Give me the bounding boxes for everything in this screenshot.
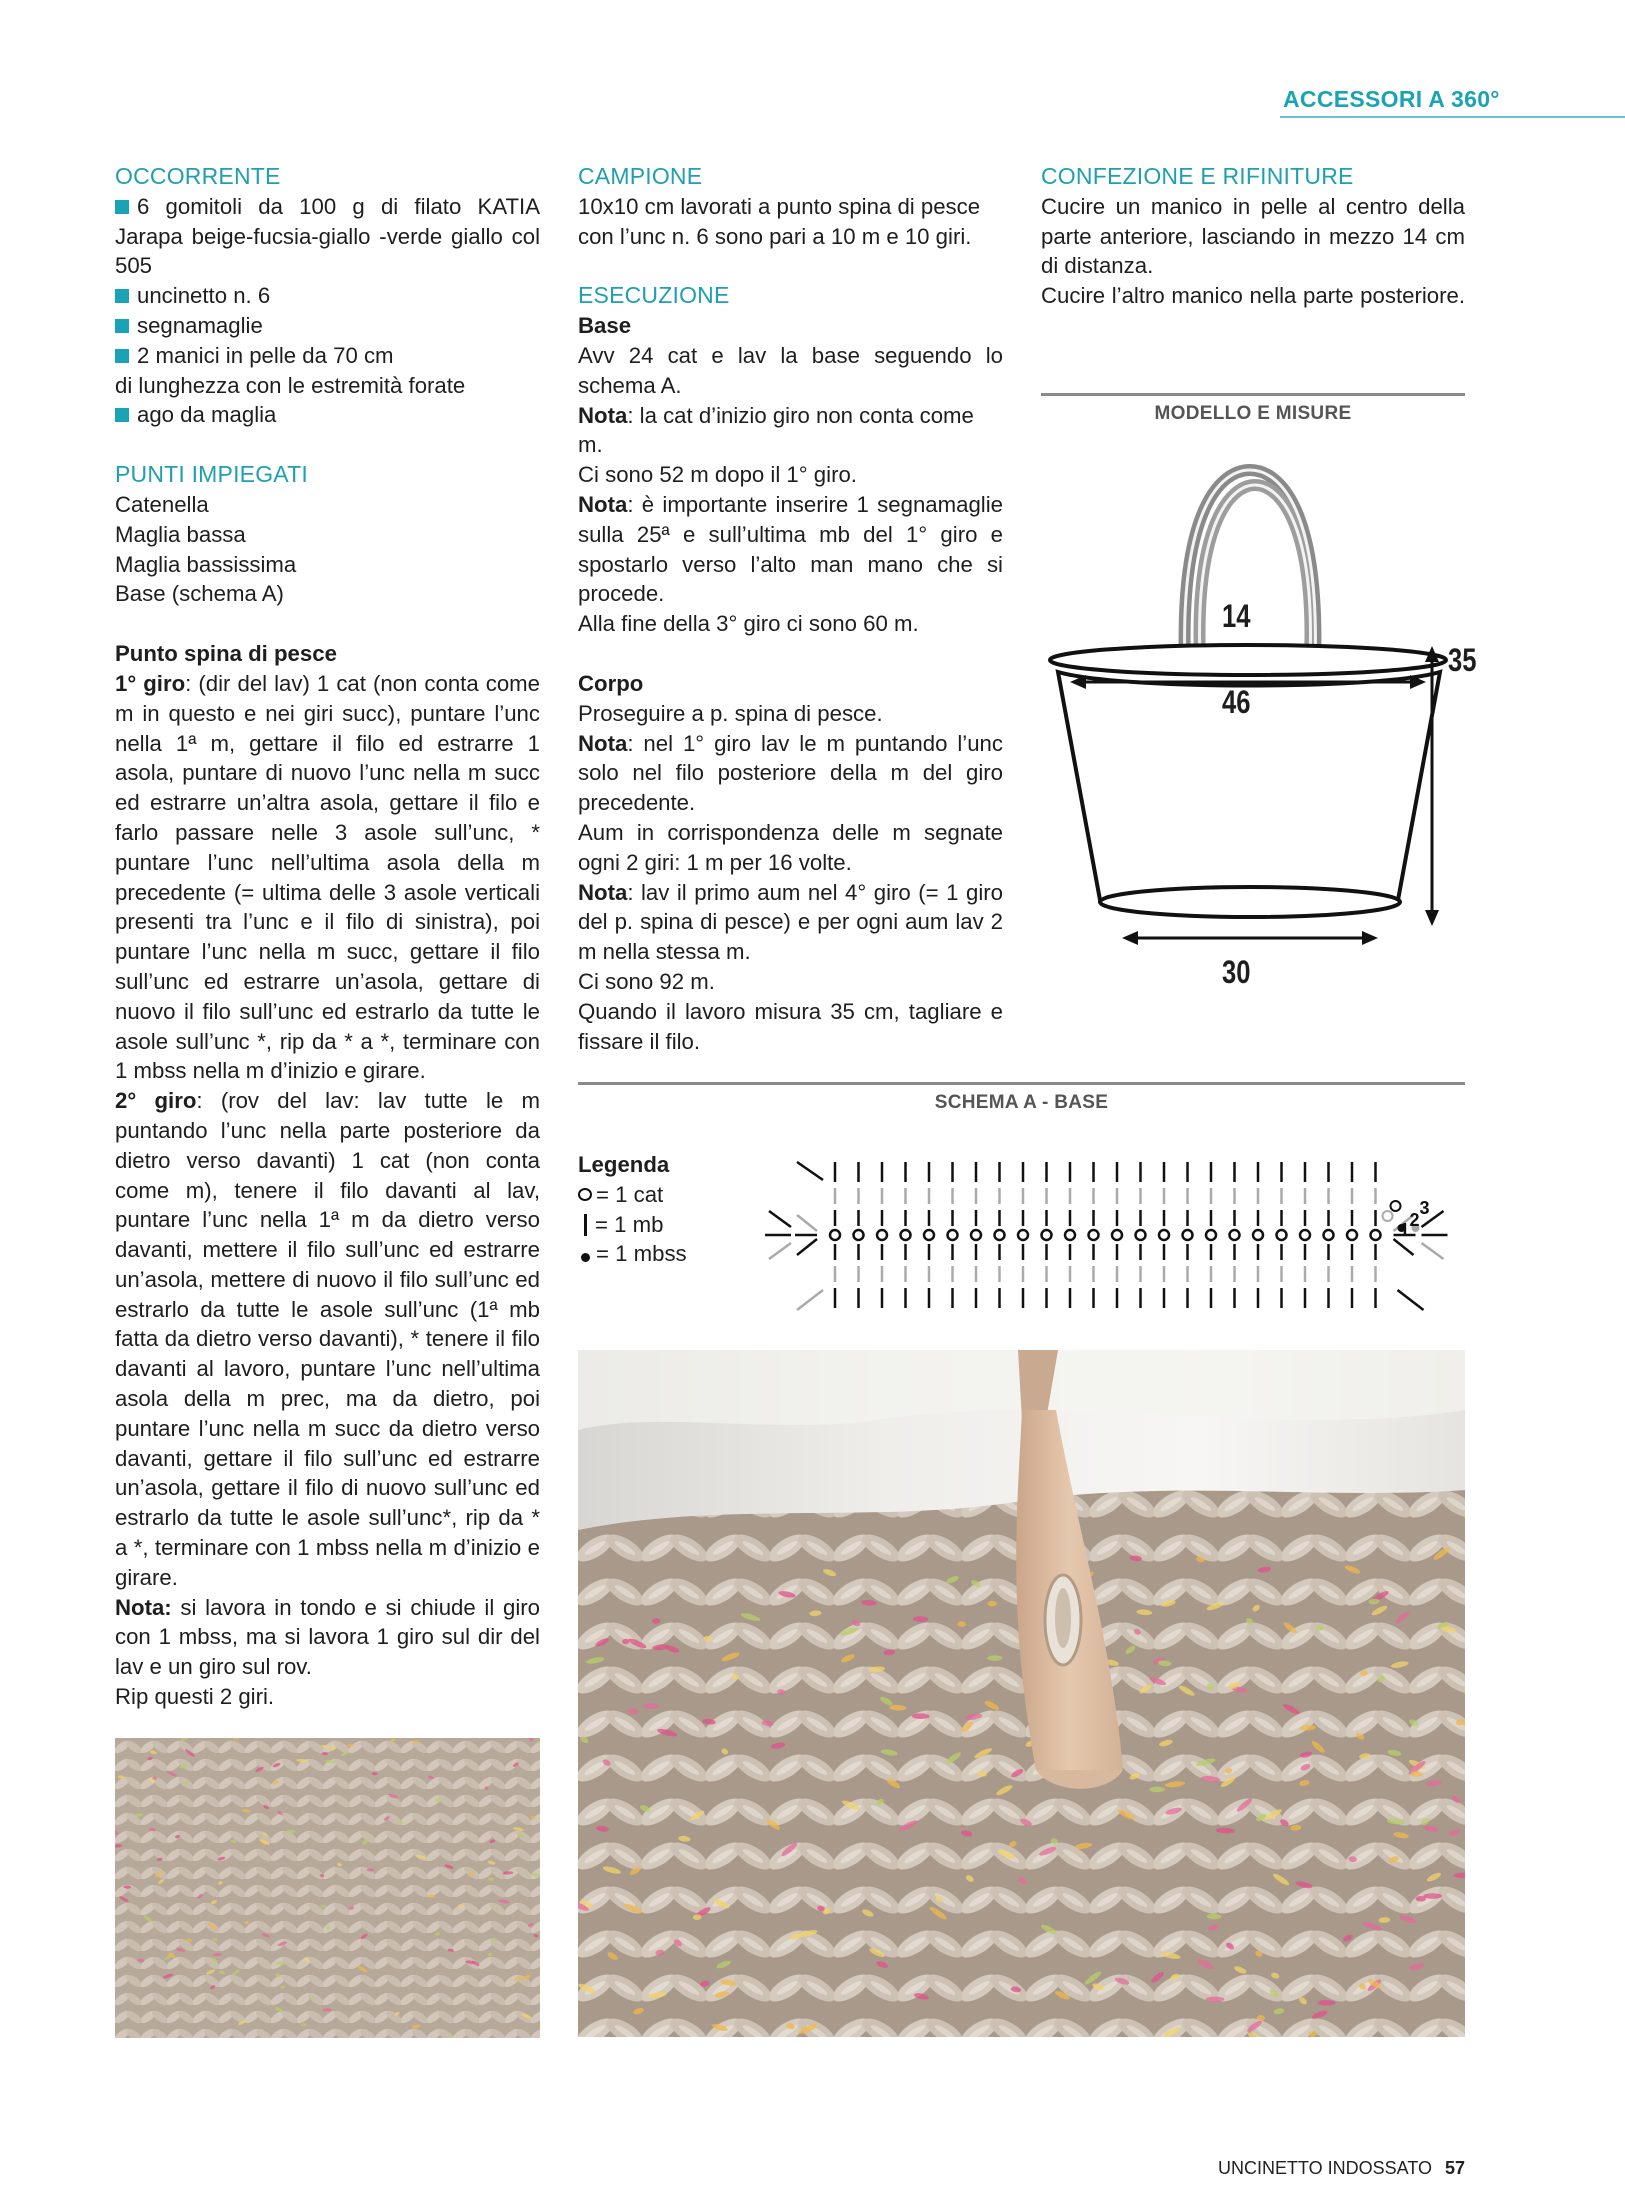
punti-heading: PUNTI IMPIEGATI — [115, 461, 308, 488]
row-number-label: 3 — [1419, 1198, 1430, 1218]
swatch-photo — [115, 1738, 540, 2038]
legend-item-cat: = 1 cat — [578, 1180, 738, 1210]
dim-bottom-label: 30 — [1222, 954, 1251, 990]
occorrente-item-4: 2 manici in pelle da 70 cm — [115, 341, 540, 371]
chain-stitch — [1042, 1230, 1052, 1240]
campione-text: 10x10 cm lavorati a punto spina di pesce con l’unc n. 6 sono pari a 10 m e 10 giri. — [578, 193, 981, 249]
punti-item: Maglia bassa — [115, 521, 246, 547]
end-fan-stitch — [797, 1290, 823, 1310]
base-text: Avv 24 cat e lav la base seguendo lo schema A. — [578, 342, 1003, 398]
chain-stitch — [971, 1230, 981, 1240]
end-fan-stitch — [797, 1239, 817, 1255]
spina-nota: Nota: si lavora in tondo e si chiude il giro con 1 mbss, ma si lavora 1 giro sul dir del lav e un giro sul rov. — [115, 1594, 540, 1680]
end-fan-stitch — [797, 1162, 823, 1180]
occorrente-heading: OCCORRENTE — [115, 163, 281, 189]
start-chain-row3 — [1391, 1201, 1401, 1211]
spina-heading: Punto spina di pesce — [115, 641, 337, 667]
occorrente-item-5: ago da maglia — [115, 400, 540, 430]
chain-stitch — [1136, 1230, 1146, 1240]
end-fan-stitch — [769, 1211, 791, 1227]
bag-diagram — [1040, 450, 1500, 1010]
corpo-text: Proseguire a p. spina di pesce. — [578, 700, 883, 726]
bullet-square-icon — [115, 289, 129, 303]
section-tag: ACCESSORI A 360° — [1283, 86, 1500, 112]
corpo-nota-3: Nota: nel 1° giro lav le m puntando l’unc solo nel filo posteriore della m del giro precedente. — [578, 730, 1003, 816]
confezione-text-2: Cucire l’altro manico nella parte posteriore. — [1041, 283, 1465, 309]
end-fan-stitch — [797, 1215, 817, 1231]
bullet-square-icon — [115, 408, 129, 422]
yarn-fleck — [517, 1834, 525, 1837]
yarn-fleck — [118, 1775, 125, 1778]
base-heading: Base — [578, 313, 632, 339]
footer-magazine: UNCINETTO INDOSSATO — [1218, 2158, 1433, 2178]
corpo-aum: Aum in corrispondenza delle m segnate ogni 2 giri: 1 m per 16 volte. — [578, 819, 1003, 875]
legend-item-mbss: = 1 mbss — [578, 1239, 738, 1269]
chain-stitch — [995, 1230, 1005, 1240]
legend-item-mb: = 1 mb — [578, 1210, 738, 1240]
end-fan-stitch — [1394, 1239, 1414, 1255]
modello-rule — [1041, 393, 1465, 396]
spina-rip: Rip questi 2 giri. — [115, 1684, 275, 1710]
dim-handle-label: 14 — [1222, 598, 1251, 634]
esecuzione-heading: ESECUZIONE — [578, 282, 730, 309]
chain-stitch — [1277, 1230, 1287, 1240]
chain-stitch — [924, 1230, 934, 1240]
section-tag-rule — [1280, 116, 1625, 118]
bullet-square-icon — [115, 349, 129, 363]
footer-page-number: 57 — [1445, 2158, 1466, 2178]
column-right — [1041, 162, 1465, 311]
bullet-square-icon — [115, 319, 129, 333]
chain-stitch — [1347, 1230, 1357, 1240]
base-count-60: Alla fine della 3° giro ci sono 60 m. — [578, 611, 919, 637]
end-fan-stitch — [1398, 1290, 1424, 1310]
schema-a-chart — [745, 1140, 1465, 1330]
start-chain-row2 — [1383, 1211, 1393, 1221]
confezione-heading: CONFEZIONE E RIFINITURE — [1041, 163, 1354, 189]
yarn-fleck — [308, 1996, 313, 1999]
chain-stitch — [1253, 1230, 1263, 1240]
spina-giro-1: 1° giro: (dir del lav) 1 cat (non conta come m in questo e nei giri succ), puntare l’unc nella 1ª m, gettare il filo ed estrarre 1 asola, puntare di nuovo l’unc nella m succ ed estrarre un’altra asola, gettare il filo e farlo passare nelle 3 asole sull’unc, * puntare l’unc nell’ultima asola della m precedente (= ultima delle 3 asole verticali presenti tra l’unc e il filo di sinistra), poi puntare l’unc nella m succ, gettare il filo sull’unc ed estrarre un’asola, gettare di nuovo il filo sull’unc ed estrarlo da tutte le asole sull’unc *, rip da * a *, terminare con 1 mbss nella m d’inizio e girare. — [115, 670, 540, 1084]
chain-stitch — [854, 1230, 864, 1240]
corpo-quando: Quando il lavoro misura 35 cm, tagliare e fissare il filo. — [578, 998, 1003, 1054]
chain-stitch — [1300, 1230, 1310, 1240]
base-nota-2: Nota: è importante inserire 1 segnamaglie sulla 25ª e sull’ultima mb del 1° giro e spostarlo verso l’alto man mano che si procede. — [578, 491, 1003, 607]
base-nota-1: Nota: la cat d’inizio giro non conta come m. — [578, 402, 974, 458]
bullet-square-icon — [115, 200, 129, 214]
punti-item: Base (schema A) — [115, 581, 284, 607]
schema-rule — [578, 1082, 1465, 1085]
chain-stitch — [901, 1230, 911, 1240]
punti-item: Maglia bassissima — [115, 551, 297, 577]
yarn-fleck — [987, 1655, 1002, 1661]
occorrente-item-2: uncinetto n. 6 — [115, 281, 540, 311]
dim-top-label: 46 — [1222, 684, 1251, 720]
chain-stitch — [1159, 1230, 1169, 1240]
chain-symbol-icon — [578, 1188, 592, 1201]
chain-stitch — [877, 1230, 887, 1240]
base-count-52: Ci sono 52 m dopo il 1° giro. — [578, 462, 857, 488]
yarn-fleck — [1206, 1997, 1225, 2003]
dim-height-label: 35 — [1448, 642, 1477, 678]
occorrente-item-3: segnamaglie — [115, 311, 540, 341]
chain-stitch — [1324, 1230, 1334, 1240]
yarn-fleck — [1423, 1893, 1442, 1899]
chain-stitch — [1206, 1230, 1216, 1240]
column-left — [115, 162, 540, 1712]
single-crochet-symbol-icon — [584, 1214, 587, 1236]
modello-caption: MODELLO E MISURE — [1154, 403, 1352, 424]
confezione-text-1: Cucire un manico in pelle al centro della parte anteriore, lasciando in mezzo 14 cm di distanza. — [1041, 193, 1465, 279]
punti-item: Catenella — [115, 491, 209, 517]
row-number-label: 1 — [1399, 1220, 1410, 1240]
row-number-label: 2 — [1409, 1210, 1420, 1230]
chain-stitch — [1018, 1230, 1028, 1240]
chain-stitch — [1230, 1230, 1240, 1240]
chain-stitch — [1371, 1230, 1381, 1240]
corpo-heading: Corpo — [578, 670, 644, 696]
end-fan-stitch — [1422, 1243, 1444, 1259]
slip-stitch-symbol-icon — [581, 1253, 590, 1262]
chain-stitch — [830, 1230, 840, 1240]
bag-detail-photo — [578, 1350, 1465, 2037]
corpo-count-92: Ci sono 92 m. — [578, 968, 715, 994]
chain-stitch — [1065, 1230, 1075, 1240]
end-fan-stitch — [769, 1243, 791, 1259]
column-middle — [578, 162, 1003, 1056]
chain-stitch — [1089, 1230, 1099, 1240]
campione-heading: CAMPIONE — [578, 163, 703, 189]
chain-stitch — [948, 1230, 958, 1240]
chain-stitch — [1183, 1230, 1193, 1240]
spina-giro-2: 2° giro: (rov del lav: lav tutte le m puntando l’unc nella parte posteriore da dietro verso davanti) 1 cat (non conta come m), tenere il filo davanti al lav, puntare l’unc nella 1ª m da dietro verso davanti, mettere il filo sull’unc ed estrarre un’asola, mettere di nuovo il filo sull’unc ed estrarlo da tutte le asole sull’unc (1ª mb fatta da dietro verso davanti), * tenere il filo davanti al lavoro, puntare l’unc nell’ultima asola della m prec, ma da dietro, poi puntare l’unc nella m succ da dietro verso davanti, gettare il filo sull’unc ed estrarre un’asola, gettare il filo di nuovo sull’unc ed estrarlo da tutte le asole sull’unc*, rip da * a *, terminare con 1 mbss nella m d’inizio e girare. — [115, 1088, 540, 1590]
corpo-nota-4: Nota: lav il primo aum nel 4° giro (= 1 giro del p. spina di pesce) e per ogni aum lav 2 m nella stessa m. — [578, 879, 1003, 965]
legend — [578, 1150, 738, 1269]
chain-stitch — [1112, 1230, 1122, 1240]
occorrente-item-4-cont: di lunghezza con le estremità forate — [115, 372, 466, 398]
yarn-fleck — [1149, 1787, 1165, 1793]
schema-caption: SCHEMA A - BASE — [934, 1092, 1109, 1113]
legend-title: Legenda — [578, 1152, 670, 1177]
occorrente-item-1: 6 gomitoli da 100 g di filato KATIA Jarapa beige-fucsia-giallo -verde giallo col 505 — [115, 193, 540, 279]
yarn-fleck — [276, 1962, 286, 1965]
